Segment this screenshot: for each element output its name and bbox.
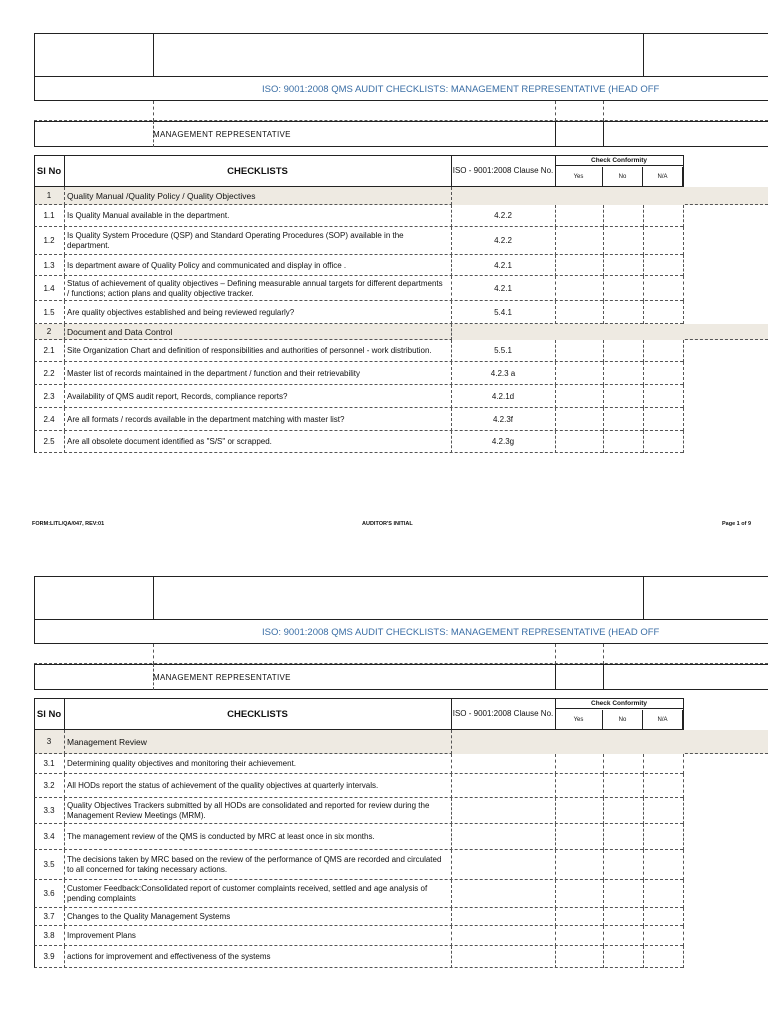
- column-divider: [683, 205, 684, 227]
- auditor-initial: AUDITOR'S INITIAL: [362, 521, 413, 527]
- checklist-item: Customer Feedback:Consolidated report of customer complaints received, settled and age analysis of pending complaints: [67, 884, 428, 903]
- header-sl-no: Sl No: [36, 709, 62, 720]
- divider: [555, 644, 556, 664]
- company-name-box: [153, 33, 644, 77]
- column-divider: [683, 301, 684, 324]
- conformity-na-cell[interactable]: [644, 755, 682, 773]
- clause-no: [451, 187, 555, 205]
- section-title: Management Review: [67, 737, 147, 747]
- conformity-no-cell[interactable]: [604, 256, 642, 275]
- checklist-item: All HODs report the status of achievement of the quality objectives at quarterly intervals.: [67, 781, 379, 790]
- sl-no: 3.7: [43, 912, 55, 921]
- header-clause: ISO - 9001:2008 Clause No.: [452, 166, 554, 175]
- conformity-yes-cell[interactable]: [556, 386, 602, 407]
- conformity-no-cell[interactable]: [604, 881, 642, 907]
- checklist-item: Are quality objectives established and being reviewed regularly?: [67, 307, 295, 317]
- clause-no: [451, 824, 555, 850]
- header-yes: Yes: [555, 167, 603, 187]
- column-divider: [683, 850, 684, 880]
- clause-no: 5.5.1: [494, 346, 512, 355]
- clause-no: 5.4.1: [494, 307, 512, 317]
- header-yes: Yes: [555, 710, 603, 730]
- conformity-yes-cell[interactable]: [556, 363, 602, 384]
- divider: [555, 101, 556, 121]
- divider: [603, 101, 604, 121]
- conformity-no-cell[interactable]: [604, 302, 642, 323]
- header-clause: ISO - 9001:2008 Clause No.: [452, 709, 554, 718]
- column-divider: [683, 926, 684, 946]
- sl-no: 3.2: [43, 781, 55, 790]
- header-checklists: CHECKLISTS: [227, 708, 288, 720]
- sl-no: 2.2: [43, 368, 55, 378]
- conformity-no-cell[interactable]: [604, 386, 642, 407]
- conformity-yes-cell[interactable]: [556, 302, 602, 323]
- conformity-na-cell[interactable]: [644, 927, 682, 945]
- conformity-yes-cell[interactable]: [556, 909, 602, 925]
- sl-no: 2.3: [43, 391, 55, 401]
- conformity-no-cell[interactable]: [604, 927, 642, 945]
- clause-no: 4.2.1: [494, 283, 512, 293]
- header-check-conformity: Check Conformity: [555, 699, 683, 709]
- section-title: Document and Data Control: [67, 327, 173, 337]
- checklist-item: Changes to the Quality Management Systems: [67, 912, 231, 921]
- sl-no: 2.5: [43, 437, 55, 446]
- sl-no: 3.8: [43, 931, 55, 940]
- header-check-conformity: Check Conformity: [555, 156, 683, 166]
- doc-title: ISO: 9001:2008 QMS AUDIT CHECKLISTS: MANAGEMENT REPRESENTATIVE (HEAD OFF: [262, 627, 660, 638]
- clause-no: 4.2.1: [494, 260, 512, 270]
- conformity-na-cell[interactable]: [644, 341, 682, 361]
- conformity-na-cell[interactable]: [644, 409, 682, 430]
- conformity-yes-cell[interactable]: [556, 432, 602, 452]
- header-checklists: CHECKLISTS: [227, 165, 288, 177]
- checklist-item: Are all formats / records available in the department matching with master list?: [67, 414, 345, 424]
- conformity-no-cell[interactable]: [604, 825, 642, 849]
- clause-no: 4.2.2: [494, 236, 512, 245]
- conformity-no-cell[interactable]: [604, 851, 642, 879]
- clause-no: [451, 798, 555, 824]
- column-divider: [683, 824, 684, 850]
- blank-row: [34, 101, 768, 121]
- checklist-item: Determining quality objectives and monitoring their achievement.: [67, 759, 297, 768]
- column-divider: [683, 362, 684, 385]
- conformity-no-cell[interactable]: [604, 409, 642, 430]
- column-divider: [683, 754, 684, 774]
- doc-ref-box: [643, 33, 768, 77]
- subtitle-row: [34, 121, 768, 147]
- clause-no: 4.2.3 a: [490, 368, 516, 378]
- conformity-yes-cell[interactable]: [556, 206, 602, 226]
- clause-no: [451, 730, 555, 754]
- conformity-na-cell[interactable]: [644, 947, 682, 967]
- conformity-no-cell[interactable]: [604, 363, 642, 384]
- column-divider: [683, 227, 684, 255]
- conformity-na-cell[interactable]: [644, 363, 682, 384]
- conformity-no-cell[interactable]: [604, 909, 642, 925]
- sl-no: 2.1: [43, 346, 55, 355]
- conformity-na-cell[interactable]: [644, 228, 682, 254]
- conformity-yes-cell[interactable]: [556, 799, 602, 823]
- checklist-item: Are all obsolete document identified as "S/S" or scrapped.: [67, 437, 272, 446]
- checklist-item: The decisions taken by MRC based on the review of the performance of QMS are recorded and circulated to all concerned for taking necessary actions.: [67, 855, 442, 874]
- checklist-item: Is department aware of Quality Policy and communicated and display in office .: [67, 260, 347, 270]
- clause-no: [451, 754, 555, 774]
- conformity-yes-cell[interactable]: [556, 341, 602, 361]
- conformity-no-cell[interactable]: [604, 341, 642, 361]
- conformity-no-cell[interactable]: [604, 755, 642, 773]
- column-divider: [683, 255, 684, 276]
- page-number: Page 1 of 9: [722, 521, 752, 527]
- doc-ref-box: [643, 576, 768, 620]
- clause-no: [451, 774, 555, 798]
- header-na: N/A: [643, 167, 683, 187]
- clause-no: 4.2.1d: [491, 391, 515, 401]
- conformity-yes-cell[interactable]: [556, 256, 602, 275]
- section-title: Quality Manual /Quality Policy / Quality Objectives: [67, 191, 256, 201]
- conformity-no-cell[interactable]: [604, 432, 642, 452]
- sl-no: 1: [46, 191, 52, 200]
- conformity-yes-cell[interactable]: [556, 228, 602, 254]
- clause-no: 4.2.3g: [491, 437, 515, 446]
- conformity-yes-cell[interactable]: [556, 755, 602, 773]
- divider: [555, 121, 556, 147]
- column-divider: [683, 408, 684, 431]
- checklist-item: actions for improvement and effectiveness of the systems: [67, 952, 271, 961]
- column-divider: [683, 276, 684, 301]
- conformity-yes-cell[interactable]: [556, 881, 602, 907]
- conformity-yes-cell[interactable]: [556, 775, 602, 797]
- checklist-item: Is Quality System Procedure (QSP) and Standard Operating Procedures (SOP) available in the department.: [67, 231, 404, 250]
- conformity-yes-cell[interactable]: [556, 277, 602, 300]
- sl-no: 2.4: [43, 414, 55, 424]
- conformity-no-cell[interactable]: [604, 277, 642, 300]
- sl-no: 3: [46, 737, 52, 746]
- conformity-na-cell[interactable]: [644, 799, 682, 823]
- sl-no: 2: [46, 327, 52, 336]
- checklist-item: The management review of the QMS is conducted by MRC at least once in six months.: [67, 832, 375, 841]
- sl-no: 3.6: [43, 889, 55, 898]
- sl-no: 3.3: [43, 806, 55, 815]
- header-no: No: [603, 167, 643, 187]
- divider: [603, 121, 604, 147]
- doc-title: ISO: 9001:2008 QMS AUDIT CHECKLISTS: MANAGEMENT REPRESENTATIVE (HEAD OFF: [262, 84, 660, 95]
- header-na: N/A: [643, 710, 683, 730]
- header-sl-no: Sl No: [36, 166, 62, 177]
- checklist-item: Improvement Plans: [67, 931, 136, 940]
- conformity-na-cell[interactable]: [644, 277, 682, 300]
- divider: [555, 664, 556, 690]
- conformity-na-cell[interactable]: [644, 256, 682, 275]
- checklist-page-2: [0, 560, 768, 1024]
- conformity-yes-cell[interactable]: [556, 927, 602, 945]
- sl-no: 3.1: [43, 759, 55, 768]
- conformity-na-cell[interactable]: [644, 851, 682, 879]
- sl-no: 1.3: [43, 260, 55, 270]
- column-divider: [683, 946, 684, 968]
- column-divider: [683, 385, 684, 408]
- conformity-na-cell[interactable]: [644, 386, 682, 407]
- clause-no: 4.2.3f: [492, 414, 513, 424]
- column-divider: [683, 431, 684, 453]
- clause-no: [451, 926, 555, 946]
- sl-no: 1.5: [43, 307, 55, 317]
- conformity-na-cell[interactable]: [644, 432, 682, 452]
- company-name-box: [153, 576, 644, 620]
- conformity-no-cell[interactable]: [604, 799, 642, 823]
- conformity-na-cell[interactable]: [644, 302, 682, 323]
- clause-no: [451, 908, 555, 926]
- conformity-yes-cell[interactable]: [556, 851, 602, 879]
- blank-row: [34, 644, 768, 664]
- form-number: FORM:LITL/QA/047, REV:01: [32, 521, 105, 527]
- clause-no: [451, 850, 555, 880]
- column-divider: [683, 798, 684, 824]
- checklist-item: Quality Objectives Trackers submitted by all HODs are consolidated and reported for review during the Management Review Meetings (MRM).: [67, 801, 430, 820]
- conformity-na-cell[interactable]: [644, 775, 682, 797]
- sl-no: 1.1: [43, 211, 55, 220]
- logo-box: [34, 33, 154, 77]
- column-divider: [683, 908, 684, 926]
- conformity-yes-cell[interactable]: [556, 409, 602, 430]
- checklist-item: Status of achievement of quality objectives – Defining measurable annual targets for different departments / functions; action plans and quality objective tracker.: [67, 278, 443, 298]
- logo-box: [34, 576, 154, 620]
- conformity-no-cell[interactable]: [604, 775, 642, 797]
- subtitle: MANAGEMENT REPRESENTATIVE: [153, 130, 291, 139]
- clause-no: [451, 880, 555, 908]
- clause-no: 4.2.2: [494, 211, 512, 220]
- conformity-na-cell[interactable]: [644, 825, 682, 849]
- subtitle: MANAGEMENT REPRESENTATIVE: [153, 673, 291, 682]
- conformity-yes-cell[interactable]: [556, 947, 602, 967]
- divider: [153, 101, 154, 121]
- sl-no: 1.4: [43, 283, 55, 293]
- conformity-no-cell[interactable]: [604, 228, 642, 254]
- column-divider: [683, 774, 684, 798]
- conformity-na-cell[interactable]: [644, 909, 682, 925]
- divider: [603, 644, 604, 664]
- checklist-item: Site Organization Chart and definition of responsibilities and authorities of personnel - work distribution.: [67, 346, 432, 355]
- sl-no: 1.2: [43, 236, 55, 245]
- subtitle-row: [34, 664, 768, 690]
- conformity-no-cell[interactable]: [604, 206, 642, 226]
- clause-no: [451, 946, 555, 968]
- sl-no: 3.5: [43, 860, 55, 869]
- checklist-item: Master list of records maintained in the department / function and their retrievability: [67, 368, 361, 378]
- divider: [153, 644, 154, 664]
- conformity-na-cell[interactable]: [644, 206, 682, 226]
- header-no: No: [603, 710, 643, 730]
- conformity-yes-cell[interactable]: [556, 825, 602, 849]
- column-divider: [683, 880, 684, 908]
- conformity-no-cell[interactable]: [604, 947, 642, 967]
- checklist-item: Is Quality Manual available in the department.: [67, 211, 230, 220]
- conformity-na-cell[interactable]: [644, 881, 682, 907]
- divider: [603, 664, 604, 690]
- sl-no: 3.4: [43, 832, 55, 841]
- sl-no: 3.9: [43, 952, 55, 961]
- clause-no: [451, 324, 555, 340]
- checklist-item: Availability of QMS audit report, Records, compliance reports?: [67, 391, 288, 401]
- column-divider: [683, 340, 684, 362]
